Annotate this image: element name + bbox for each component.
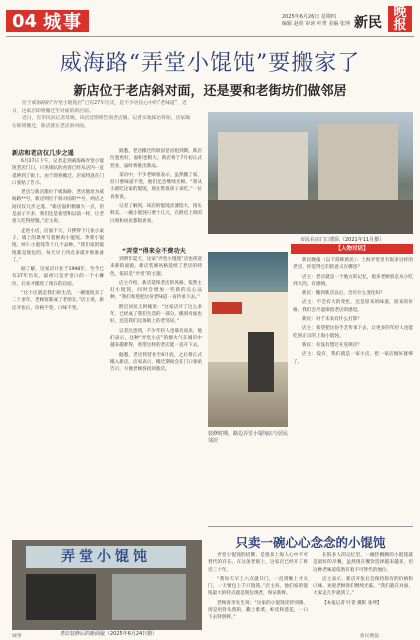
header-divider: [6, 36, 414, 37]
paragraph: 据悉，老店搬迁的原因是房租到期，新店位置更好，面积也稍大。新店将于7月初正式营业，届时将推出新品。: [110, 149, 202, 169]
paragraph: 弄堂小馄饨的招牌，是很多上海人心中不可替代的存在。在这条老街上，这家店已经开了将近三十年。: [208, 553, 308, 573]
paragraph: 据了解，这家店开业于1998年，至今已有27年历史。最初只是弄堂口的一个小摊位，后来才搬进了现在的店面。: [12, 267, 104, 287]
queue-photo: [208, 112, 413, 234]
section-number: 04: [12, 10, 38, 32]
sidebar-header: 【人物对话】: [291, 244, 413, 254]
second-article-column-1: [208, 552, 308, 630]
paragraph: 新民：有没有想过开连锁店？: [302, 342, 362, 348]
section-name: 城事: [43, 12, 84, 33]
paragraph: 记者注意到，不少年轻人也慕名而来，他们表示，这种“弄堂小店”的烟火气在城市中越来越难得，希望这样的老店能一直开下去。: [110, 328, 202, 349]
paragraph: 附近居民王阿姨说：“这家店开了这么多年，已经成了我们生活的一部分。搬到对面也好，还是我们这条街上的老邻居。”: [110, 304, 202, 325]
paragraph: 在很多人的记忆里，一碗热腾腾的小馄饨就是最好的早餐。虽然现在餐饮选择越来越多，但这种老味道依然有着不可替代的地位。: [313, 553, 413, 573]
second-article-column-2: [313, 552, 413, 630]
masthead: [0, 0, 420, 36]
paragraph: 记者了解到，该店的馄饨皮薄馅大，汤头鲜美，一碗小馄饨只要十几元，在附近上班的白领和居民都很喜欢。: [110, 204, 202, 224]
issue-editors: 编辑 赵荷 审读 叶菁 美编 张坤: [282, 21, 350, 27]
article-subheadline: 新店位于老店斜对面，还是要和老街坊们做邻居: [73, 84, 347, 99]
paragraph: 新民晚报（以下简称新民）：上海弄堂里有很多这样的老店，你觉得它们的意义在哪里？: [293, 258, 413, 271]
paragraph: 店主介绍，新店延续老店的风格，依然主打小馄饨，同时会增加一些新的点心品种。“我们希望把这份老味道一直传承下去。”: [110, 280, 202, 301]
section-label: [6, 10, 89, 32]
paragraph: 店主：没有，我们就是一家小店，把一家店做好就够了。: [293, 352, 413, 365]
sidebar-interview: [293, 257, 413, 527]
logo-text-2: 晚报: [388, 6, 412, 32]
paragraph: “我每天早上六点就开门，一直到晚上才关门，一天要包上千只馄饨。”店主说，他们家的馄饨最大的特点就是现包现煮，保证新鲜。: [208, 576, 308, 597]
storefront-photo-caption: 装修时期，路边弄堂小馄饨店与居民邻居: [208, 431, 289, 444]
article-column-3: [110, 256, 202, 528]
shop-sign-text: 弄堂小馄饨: [26, 546, 186, 568]
paragraph: 店主：老店就是一个地方的记忆，很多老顾客是从小吃到大的，有感情。: [293, 274, 413, 287]
paragraph: 6月27日下午，记者走到威海路弄堂小馄饨老店门口，只见排队的食客已经从店内一直延伸到了街上。由于即将搬迁，店家特意在门口张贴了告示。: [12, 159, 104, 186]
issue-date: 2025年6月26日 星期四: [282, 14, 336, 20]
paragraph: 到明年夏天，这家“弄堂小馄饨”店也将迎来新的面貌。新店装修风格延续了老店的特色，依旧是“弄堂”的主题。: [110, 257, 202, 277]
paragraph: 老店与新店都位于威海路，老店地址为威海路**号，新店则位于斜对面的**号，两店之间仅仅几步之遥。“新店面积稍微大一点，但是桌子不多，我们还是希望和以前一样，让老客人吃得舒服。”店主说。: [12, 190, 104, 225]
paragraph: 采访中，不少老顾客表示，虽然搬了家，但只要味道不变，他们还会继续光顾。“我从小就吃这家的馄饨，现在带着孩子来吃。”一位食客说。: [110, 172, 202, 200]
second-article-headline: 只卖一碗心心念念的小馄饨: [235, 535, 386, 550]
footer-paper-name: 新民晚报: [360, 634, 380, 639]
article-column-1: [12, 158, 104, 528]
paragraph: 新民：对于未来有什么打算？: [302, 317, 362, 323]
paragraph: 店主：不会有大的变化，还是原来的味道，原来的价格，我们会尽量保留老店的感觉。: [293, 300, 413, 313]
article-headline: 威海路“弄堂小馄饨”要搬家了: [59, 51, 361, 76]
paragraph: 【本报记者 叶菁 摄影 张坤】: [322, 600, 382, 606]
paragraph: “这个店就是我们的生活，一碗馄饨卖了二十多年，老顾客都成了老朋友。”店主说，新店开张后，价格不变，口味不变。: [12, 291, 104, 311]
paragraph: 店主：希望把这份手艺传承下去，让更多的年轻人也能吃到正宗的上海小馄饨。: [293, 326, 413, 339]
storefront-photo: [208, 252, 288, 427]
paragraph: 新民：搬到新店以后，会有什么变化吗？: [302, 291, 385, 297]
intro-paragraph: 近日，有市民向记者反映，该店近期将告别老店铺。记者实地探访得知，店家确实即将搬迁，新店就在老店斜对面。: [12, 116, 190, 129]
subheading: “弄堂”得来全不费功夫: [122, 248, 186, 255]
article-column-2: [110, 148, 202, 240]
queue-photo-caption: 市民在店门口排队（2021年11月摄）: [300, 237, 385, 243]
paragraph: 据悉，老店将营业至6月底，之后将正式搬入新店。店家表示，搬迁期间会在门口张贴告示，方便老顾客找到新店。: [110, 352, 202, 373]
paragraph: 走进小店，店面不大，只摆得下几张小桌子，墙上的菜单写着鲜肉小馄饨、荠菜小馄饨、虾仁小馄饨等十几个品种。“我们家的馄饨都是现包的，每天早上四点多就开始准备了。”: [12, 228, 104, 263]
section-divider: [208, 526, 413, 527]
newspaper-logo: [350, 6, 416, 34]
article-intro: [12, 100, 192, 130]
logo-text-1: 新民: [354, 15, 382, 31]
intro-paragraph: 位于威海路的“弄堂小馄饨店”已有27年历史，是不少居民心中的“老味道”，近日，这家店即将搬迁至对面的新店面。: [12, 101, 187, 114]
paragraph: 店主表示，新店开张后会保持原有的价格和口味，欢迎老顾客们继续光临。“我们就在对面，大家走几步就到了。”: [313, 576, 413, 597]
issue-info: [282, 14, 350, 28]
footer-section: 城事: [12, 634, 22, 639]
subheading: 新店和老店仅几步之遥: [12, 150, 74, 157]
shop-photo-caption: 老店装修后的新面貌（2025年6月24日摄）: [60, 631, 158, 637]
shop-sign-photo: [12, 540, 202, 630]
paragraph: 老顾客李先生说：“这家的小馄饨皮特别薄，汤是用骨头熬的，撒上紫菜、虾皮和葱花，一口下去特别鲜。”: [208, 600, 308, 621]
